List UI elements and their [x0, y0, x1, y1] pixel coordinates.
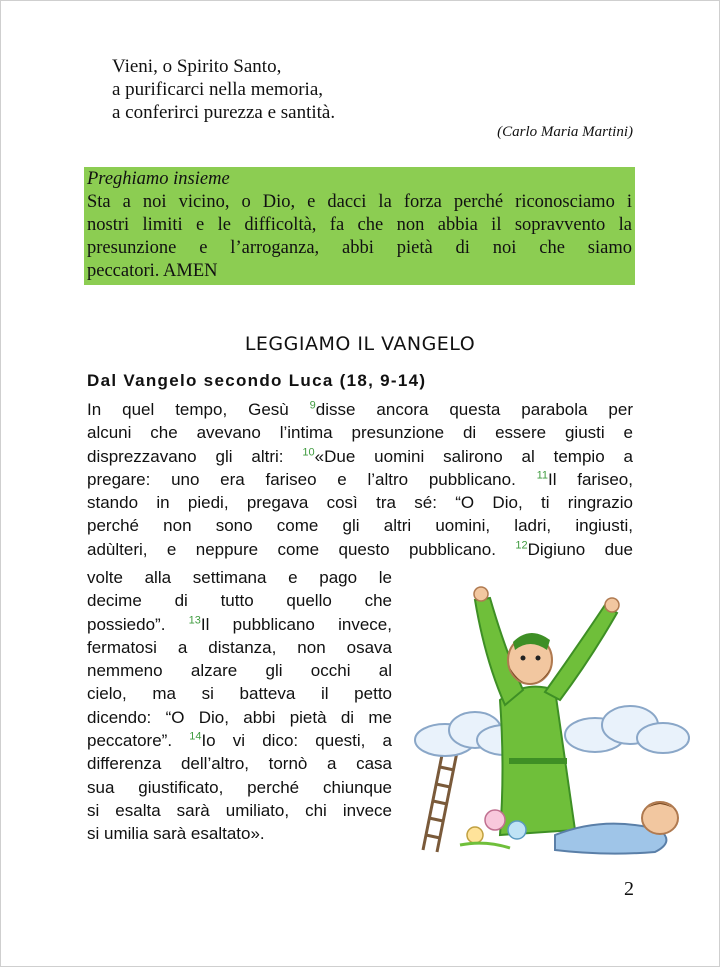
gospel-line: sua giustificato, perché chiunque [87, 777, 392, 797]
verse-number: 14 [189, 730, 202, 743]
prayer-line: Sta a noi vicino, o Dio, e dacci la forza perché riconosciamo i [87, 192, 632, 212]
verse-number: 12 [515, 539, 528, 552]
gospel-line: stando in piedi, pregava così tra sé: “O Dio, ti ringrazio [87, 493, 633, 513]
prayer-box [84, 167, 635, 285]
gospel-line: nemmeno alzare gli occhi al [87, 661, 392, 681]
poem [112, 55, 335, 124]
prayer-line: nostri limiti e le difficoltà, fa che non abbia il sopravvento la [87, 215, 632, 235]
gospel-reference: Dal Vangelo secondo Luca (18, 9-14) [87, 371, 427, 390]
prayer-line: peccatori. AMEN [87, 261, 218, 281]
pharisee-head [508, 633, 552, 684]
gospel-line: differenza dell’altro, tornò a casa [87, 754, 392, 774]
verse-number: 9 [309, 399, 316, 412]
gospel-line: adùlteri, e neppure come questo pubblicano. $^{12}$Digiuno due [87, 539, 633, 559]
gospel-line: pregare: uno era fariseo e l’altro pubblicano. $^{11}$Il fariseo, [87, 469, 633, 489]
gospel-line: cielo, ma si batteva il petto [87, 684, 392, 704]
gospel-line: alcuni che avevano l’intima presunzione di essere giusti e [87, 423, 633, 443]
gospel-line: In quel tempo, Gesù $^9$disse ancora questa parabola per [87, 399, 633, 419]
gospel-text-left-column [87, 566, 392, 846]
poem-line: Vieni, o Spirito Santo, [112, 56, 282, 77]
verse-number: 10 [302, 445, 315, 458]
pharisee-and-publican-illustration [405, 580, 695, 865]
gospel-line: volte alla settimana e pago le [87, 568, 392, 587]
gospel-line: disprezzavano gli altri: $^{10}$«Due uomini salirono al tempio a [87, 445, 633, 466]
gospel-line: dicendo: “O Dio, abbi pietà di me [87, 707, 392, 727]
poem-line: a purificarci nella memoria, [112, 79, 324, 100]
verse-number: 11 [536, 469, 548, 482]
gospel-line: si umilia sarà esaltato». [87, 824, 265, 844]
poem-line: a conferirci purezza e santità. [112, 102, 336, 123]
prayer-title: Preghiamo insieme [87, 169, 230, 189]
gospel-line: fermatosi a distanza, non osava [87, 637, 392, 657]
gospel-line: peccatore”. $^{14}$Io vi dico: questi, a [87, 730, 392, 751]
page-number: 2 [624, 878, 634, 900]
section-title: LEGGIAMO IL VANGELO [244, 333, 476, 355]
gospel-line: si esalta sarà umiliato, chi invece [87, 800, 392, 820]
gospel-line: possiedo”. $^{13}$Il pubblicano invece, [87, 613, 392, 634]
poem-author: (Carlo Maria Martini) [497, 124, 633, 140]
verse-number: 13 [188, 613, 201, 626]
gospel-text-full-width [87, 398, 633, 561]
gospel-line: perché non sono come gli altri uomini, ladri, ingiusti, [87, 516, 633, 536]
prayer-line: presunzione e l’arroganza, abbi pietà di noi che siamo [87, 238, 632, 258]
gospel-line: decime di tutto quello che [87, 591, 392, 611]
